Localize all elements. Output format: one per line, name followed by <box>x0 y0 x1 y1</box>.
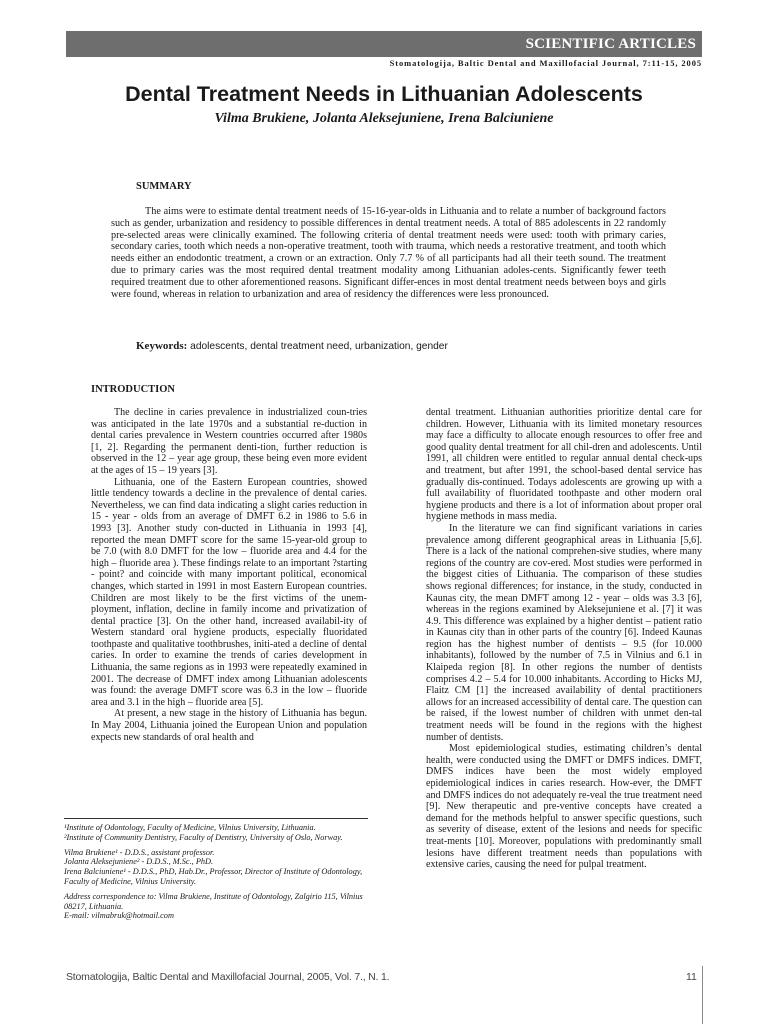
body-paragraph: The decline in caries prevalence in industrialized coun-tries was anticipated in the late 1970s and a substantial re-duction in dental caries prevalence in Western countries occurred after 1980s [1, 2]. Regarding the permanent denti-tion, further reduction is observed in the 12 – year age group, these being even more evident at the ages of 15 – 19 years [3]. <box>91 407 367 476</box>
body-paragraph: Most epidemiological studies, estimating children’s dental health, were conducted using the DMFT or DMFS indices. DMFT, DMFS indices have been the most widely employed epidemiological indices in caries research. How-ever, the DMFT and DMFS indices do not adequately re-veal the true treatment need [9]. New therapeutic and pre-ventive concepts have created a demand for the methods helpful to answer specific questions, such as severity of disease, extent of the lesions and needs for specific treat-ments [10]. Moreover, populations with predominantly small lesions have different treatment needs than populations with extensive caries, causing the need for pulpal treatment. <box>426 743 702 871</box>
summary-heading: SUMMARY <box>136 181 192 192</box>
footnote-author-1: Vilma Brukiene¹ - D.D.S., assistant professor. <box>64 847 215 857</box>
section-banner <box>66 31 702 57</box>
summary-text: The aims were to estimate dental treatment needs of 15-16-year-olds in Lithuania and to relate a number of background factors such as gender, urbanization and residency to possible differences in dental treatment needs. A total of 885 adolescents in 22 randomly pre-selected areas were clinically examined. The following criteria of dental treatment needs were used: tooth with primary caries, secondary caries, tooth which needs a non-operative treatment, tooth with trauma, which needs a restorative treatment, and tooth which needs either an endodontic treatment, a crown or an extraction. Only 7.7 % of all participants had all their teeth sound. The treatment due to primary caries was the most required dental treatment modality among Lithuanian adoles-cents. Significantly fewer teeth required treatment due to other aforementioned reasons. Significant differ-ences in most dental treatment needs between boys and girls were found, whereas in relation to urbanization and area of residency the differences were less pronounced. <box>111 206 666 300</box>
page-number: 11 <box>686 971 697 983</box>
section-label: SCIENTIFIC ARTICLES <box>525 36 696 52</box>
footnote-author-2: Jolanta Aleksejuniene² - D.D.S., M.Sc., PhD. <box>64 857 214 867</box>
footnotes <box>64 823 368 921</box>
footnote-author-3: Irena Balciuniene¹ - D.D.S., PhD, Hab.Dr., Professor, Director of Institute of Odontology, Faculty of Medicine, Vilnius University. <box>64 867 363 886</box>
body-paragraph: dental treatment. Lithuanian authorities prioritize dental care for children. However, Lithuania with its limited monetary resources may face a difficulty to allocate enough resources to offer free and good quality dental treatment for all chil-dren and adolescents. Until 1991, all children were entitled to regular annual dental check-ups and treatment, but after 1991, the school-based dental service has gradually dis-continued. Todays adolescents are growing up with a full availability of fluoridated toothpaste and other modern oral hygiene products and there is a lot of information about proper oral hygiene methods in mass media. <box>426 407 702 523</box>
journal-citation-line: Stomatologija, Baltic Dental and Maxillofacial Journal, 7:11-15, 2005 <box>389 58 702 68</box>
footnote-affiliation-1: ¹Institute of Odontology, Faculty of Medicine, Vilnius University, Lithuania. <box>64 823 316 832</box>
keywords-label: Keywords: <box>136 340 188 352</box>
footer-divider <box>702 966 703 1024</box>
right-column <box>426 407 702 871</box>
footnote-divider <box>64 818 368 819</box>
footnote-affiliation-2: ²Institute of Community Dentistry, Faculty of Dentistry, University of Oslo, Norway. <box>64 832 343 842</box>
article-authors: Vilma Brukiene, Jolanta Aleksejuniene, Irena Balciuniene <box>214 111 554 126</box>
keywords-text: adolescents, dental treatment need, urbanization, gender <box>187 341 448 352</box>
keywords <box>136 340 676 353</box>
introduction-heading: INTRODUCTION <box>91 384 176 395</box>
footer-citation: Stomatologija, Baltic Dental and Maxillofacial Journal, 2005, Vol. 7., N. 1. <box>66 971 390 983</box>
article-title: Dental Treatment Needs in Lithuanian Adolescents <box>125 82 643 106</box>
footnote-email: E-mail: vilmabruk@hotmail.com <box>64 911 174 921</box>
body-paragraph: At present, a new stage in the history of Lithuania has begun. In May 2004, Lithuania joined the European Union and population expects new standards of oral health and <box>91 708 367 743</box>
footnote-address: Address correspondence to: Vilma Brukiene, Institute of Odontology, Zalgirio 115, Vilnius 08217, Lithuania. <box>64 891 363 911</box>
body-paragraph: In the literature we can find significant variations in caries prevalence among different geographical areas in Lithuania [5,6]. There is a lack of the national comprehen-sive studies, where many regions of the country are cov-ered. Most studies were performed in the biggest cities of Lithuania. The comparison of these studies shows regional differences; for instance, in the study, conducted in Kaunas city, the mean DMFT among 12 - year – olds was 3.3 [6], whereas in the regions examined by Aleksejuniene et al. [7] it was 4.9. This difference was explained by a higher dentist – patient ratio in Kaunas city than in other parts of the country [6]. Indeed Kaunas region has the highest number of dentists – 9.5 (for 10.000 inhabitants), followed by the number of 7.5 in Vilnius and 6.1 in Klaipeda region [8]. In other regions the number of dentists comprises 4.2 – 5.4 for 10.000 inhabitants. According to Hicks MJ, Flaitz CM [1] the increased availability of dental practitioners allows for an increased accessibility of dental care. The question can be raised, if the lowest number of children with unmet den-tal treatment needs will be found in the regions with the highest number of dentists. <box>426 522 702 743</box>
left-column <box>91 407 367 743</box>
body-paragraph: Lithuania, one of the Eastern European countries, showed little tendency towards a decline in the prevalence of dental caries. Nevertheless, we can find data indicating a slight caries reduction in 15 - year - olds from an average of DMFT 6.2 in 1986 to 5.6 in 1993 [3]. Another study con-ducted in Lithuania in 1993 [4], reported the mean DMFT score for the same 15-year-old group to be 7.0 (with 8.0 DMFT for the low – fluoride area and 4.4 for the high – fluoride area ). These findings relate to an important ?starting - point? and coincide with many important political, economical changes, which started in 1991 in most Eastern European countries. Children are most likely to be the first victims of the unem-ployment, inflation, decline in family income and privatization of dental practice [3]. On the other hand, increased availabil-ity of Western standard oral hygiene products, especially fluoridated toothpaste and qualitative toothbrushes, initi-ated a decline of dental caries. In order to examine the trends of caries development in Lithuania, the same regions as in 1993 were repeatedly examined in 2001. The decrease of DMFT index among Lithuanian adolescents was found: the average DMFT score was 6.3 in the low – fluoride area and 3.1 in the high – fluoride area [5]. <box>91 476 367 708</box>
